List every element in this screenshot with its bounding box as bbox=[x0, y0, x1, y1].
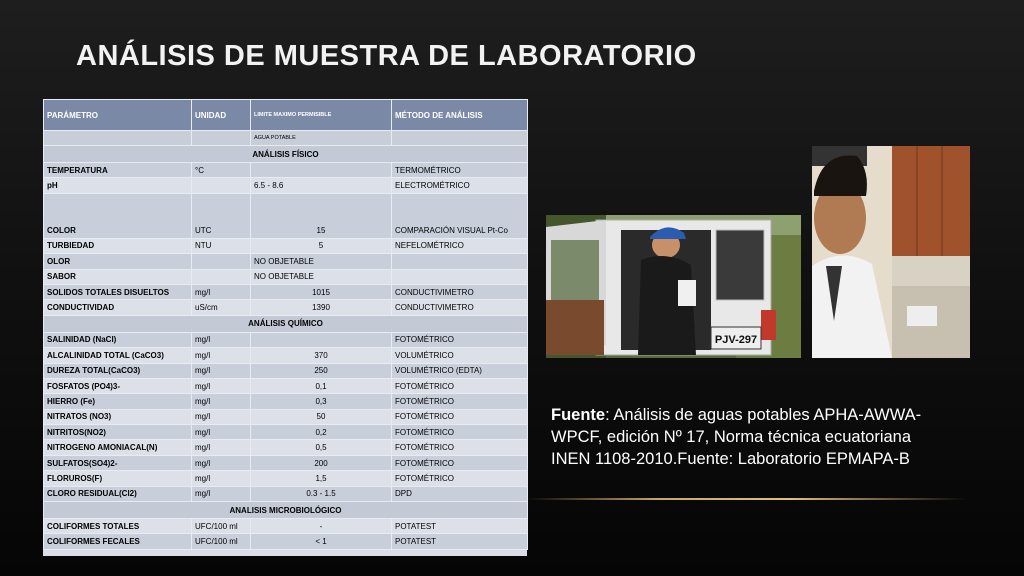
cell-parametro: FOSFATOS (PO4)3- bbox=[44, 378, 192, 393]
section-header-row bbox=[44, 146, 528, 163]
cell-limite: 200 bbox=[251, 455, 392, 470]
table-row bbox=[44, 332, 528, 347]
cell-unidad: mg/l bbox=[192, 332, 251, 347]
cell-parametro: NITROGENO AMONIACAL(N) bbox=[44, 440, 192, 455]
cell-metodo: CONDUCTIVIMETRO bbox=[392, 284, 528, 299]
cell-limite: NO OBJETABLE bbox=[251, 269, 392, 284]
cell-parametro: CLORO RESIDUAL(Cl2) bbox=[44, 486, 192, 501]
cell-limite: 0,3 bbox=[251, 394, 392, 409]
source-text: : Análisis de aguas potables APHA-AWWA-WPCF, edición Nº 17, Norma técnica ecuatoriana INEN 1108-2010.Fuente: Laboratorio EPMAPA-B bbox=[551, 406, 922, 468]
cell-metodo: ELECTROMÉTRICO bbox=[392, 178, 528, 193]
cell-unidad: mg/l bbox=[192, 486, 251, 501]
cell-metodo: VOLUMÉTRICO (EDTA) bbox=[392, 363, 528, 378]
cell-limite: 5 bbox=[251, 238, 392, 253]
table-row bbox=[44, 269, 528, 284]
table-row bbox=[44, 471, 528, 486]
table-row bbox=[44, 254, 528, 269]
cell-parametro: SULFATOS(SO4)2- bbox=[44, 455, 192, 470]
cell-metodo: FOTOMÉTRICO bbox=[392, 471, 528, 486]
cell-limite: 0,2 bbox=[251, 425, 392, 440]
cell-metodo: DPD bbox=[392, 486, 528, 501]
table-row bbox=[44, 486, 528, 501]
cell-parametro: DUREZA TOTAL(CaCO3) bbox=[44, 363, 192, 378]
header-limite: LIMITE MAXIMO PERMISIBLE bbox=[251, 100, 392, 131]
cell-metodo: FOTOMÉTRICO bbox=[392, 455, 528, 470]
cell-metodo: CONDUCTIVIMETRO bbox=[392, 300, 528, 315]
table-row bbox=[44, 193, 528, 238]
cell-parametro: FLORUROS(F) bbox=[44, 471, 192, 486]
cell-parametro: COLIFORMES TOTALES bbox=[44, 519, 192, 534]
slide-title: ANÁLISIS DE MUESTRA DE LABORATORIO bbox=[76, 40, 697, 72]
cell-limite: 15 bbox=[251, 193, 392, 238]
subheader-agua-potable: AGUA POTABLE bbox=[251, 131, 392, 146]
cell-limite: 0,1 bbox=[251, 378, 392, 393]
cell-metodo: FOTOMÉTRICO bbox=[392, 378, 528, 393]
cell-limite: 250 bbox=[251, 363, 392, 378]
source-label: Fuente bbox=[551, 406, 606, 424]
table-row bbox=[44, 440, 528, 455]
cell-metodo: POTATEST bbox=[392, 519, 528, 534]
cell-limite: 1015 bbox=[251, 284, 392, 299]
cell-limite: 1,5 bbox=[251, 471, 392, 486]
table-row bbox=[44, 455, 528, 470]
table-row bbox=[44, 300, 528, 315]
cell-limite: 50 bbox=[251, 409, 392, 424]
cell-parametro: NITRITOS(NO2) bbox=[44, 425, 192, 440]
cell-limite: 0,5 bbox=[251, 440, 392, 455]
header-parametro: PARÁMETRO bbox=[44, 100, 192, 131]
cell-metodo: VOLUMÉTRICO bbox=[392, 348, 528, 363]
cell-limite bbox=[251, 163, 392, 178]
cell-parametro: COLOR bbox=[44, 193, 192, 238]
cell-parametro: ALCALINIDAD TOTAL (CaCO3) bbox=[44, 348, 192, 363]
cell-limite bbox=[251, 332, 392, 347]
table-row bbox=[44, 163, 528, 178]
cell-parametro: OLOR bbox=[44, 254, 192, 269]
cell-unidad bbox=[192, 178, 251, 193]
cell-unidad: NTU bbox=[192, 238, 251, 253]
table-row bbox=[44, 284, 528, 299]
cell-metodo: TERMOMÉTRICO bbox=[392, 163, 528, 178]
analysis-table-body bbox=[44, 100, 528, 550]
cell-parametro: SALINIDAD (NaCl) bbox=[44, 332, 192, 347]
table-row bbox=[44, 238, 528, 253]
license-plate: PJV-297 bbox=[714, 334, 758, 346]
cell-metodo: FOTOMÉTRICO bbox=[392, 332, 528, 347]
cell-unidad: uS/cm bbox=[192, 300, 251, 315]
section-title: ANÁLISIS FÍSICO bbox=[44, 146, 528, 163]
table-row bbox=[44, 348, 528, 363]
cell-unidad bbox=[192, 254, 251, 269]
table-row bbox=[44, 425, 528, 440]
cell-limite: 1390 bbox=[251, 300, 392, 315]
table-row bbox=[44, 409, 528, 424]
cell-limite: - bbox=[251, 519, 392, 534]
cell-limite: 0.3 - 1.5 bbox=[251, 486, 392, 501]
cell-unidad: mg/l bbox=[192, 348, 251, 363]
cell-unidad: mg/l bbox=[192, 409, 251, 424]
cell-metodo: FOTOMÉTRICO bbox=[392, 409, 528, 424]
cell-parametro: SABOR bbox=[44, 269, 192, 284]
cell-unidad: UFC/100 ml bbox=[192, 534, 251, 549]
cell-metodo: FOTOMÉTRICO bbox=[392, 394, 528, 409]
cell-unidad: mg/l bbox=[192, 394, 251, 409]
cell-limite: 370 bbox=[251, 348, 392, 363]
analysis-table bbox=[43, 99, 527, 556]
table-row bbox=[44, 363, 528, 378]
header-metodo: MÉTODO DE ANÁLISIS bbox=[392, 100, 528, 131]
cell-metodo: NEFELOMÉTRICO bbox=[392, 238, 528, 253]
table-header-row bbox=[44, 100, 528, 131]
decorative-rule bbox=[527, 498, 967, 500]
cell-limite: < 1 bbox=[251, 534, 392, 549]
table-row bbox=[44, 178, 528, 193]
cell-metodo: FOTOMÉTRICO bbox=[392, 440, 528, 455]
cell-parametro: pH bbox=[44, 178, 192, 193]
cell-limite: 6.5 - 8.6 bbox=[251, 178, 392, 193]
source-note bbox=[551, 404, 951, 470]
cell-unidad: mg/l bbox=[192, 440, 251, 455]
table-row bbox=[44, 534, 528, 549]
cell-parametro: NITRATOS (NO3) bbox=[44, 409, 192, 424]
cell-unidad bbox=[192, 269, 251, 284]
cell-parametro: HIERRO (Fe) bbox=[44, 394, 192, 409]
table-row bbox=[44, 378, 528, 393]
lab-technician-photo bbox=[812, 146, 970, 358]
table-subheader-row bbox=[44, 131, 528, 146]
section-header-row bbox=[44, 502, 528, 519]
section-title: ANÁLISIS QUÍMICO bbox=[44, 315, 528, 332]
cell-limite: NO OBJETABLE bbox=[251, 254, 392, 269]
cell-unidad: mg/l bbox=[192, 455, 251, 470]
cell-parametro: TURBIEDAD bbox=[44, 238, 192, 253]
header-unidad: UNIDAD bbox=[192, 100, 251, 131]
cell-parametro: SOLIDOS TOTALES DISUELTOS bbox=[44, 284, 192, 299]
cell-unidad: mg/l bbox=[192, 378, 251, 393]
truck-photo bbox=[546, 215, 801, 358]
cell-unidad: UTC bbox=[192, 193, 251, 238]
cell-unidad: mg/l bbox=[192, 284, 251, 299]
cell-unidad: mg/l bbox=[192, 363, 251, 378]
section-header-row bbox=[44, 315, 528, 332]
cell-unidad: UFC/100 ml bbox=[192, 519, 251, 534]
table-row bbox=[44, 519, 528, 534]
table-row bbox=[44, 394, 528, 409]
cell-parametro: CONDUCTIVIDAD bbox=[44, 300, 192, 315]
cell-metodo: COMPARACIÓN VISUAL Pt-Co bbox=[392, 193, 528, 238]
cell-unidad: mg/l bbox=[192, 471, 251, 486]
cell-metodo: POTATEST bbox=[392, 534, 528, 549]
section-title: ANALISIS MICROBIOLÓGICO bbox=[44, 502, 528, 519]
cell-parametro: COLIFORMES FECALES bbox=[44, 534, 192, 549]
cell-parametro: TEMPERATURA bbox=[44, 163, 192, 178]
cell-unidad: mg/l bbox=[192, 425, 251, 440]
cell-unidad: °C bbox=[192, 163, 251, 178]
cell-metodo bbox=[392, 254, 528, 269]
cell-metodo: FOTOMÉTRICO bbox=[392, 425, 528, 440]
cell-metodo bbox=[392, 269, 528, 284]
